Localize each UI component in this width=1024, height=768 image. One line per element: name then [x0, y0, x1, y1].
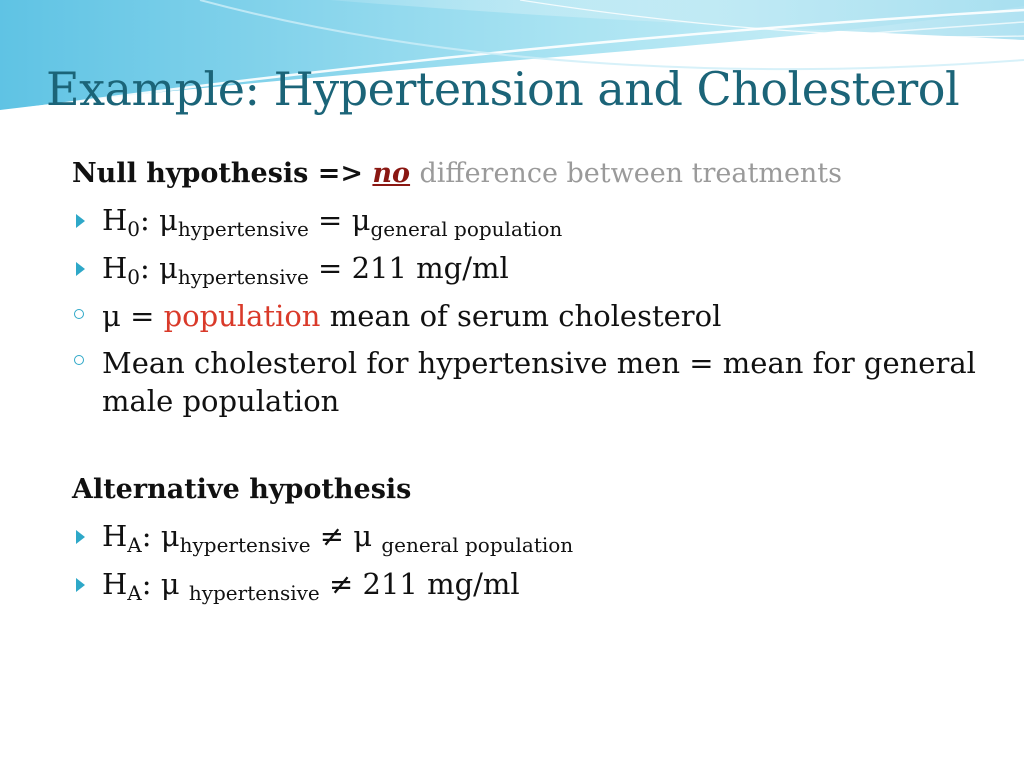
triangle-bullet-icon: [76, 578, 85, 592]
subbullet-pre: μ =: [102, 299, 155, 333]
alt-value: ≠ 211 mg/ml: [328, 567, 520, 601]
h0-subscript: 0: [127, 265, 141, 289]
mu-symbol: μ: [159, 251, 178, 285]
h0-symbol: H: [102, 251, 128, 285]
null-heading-rest: difference between treatments: [419, 158, 843, 189]
mu-subscript-general: general population: [370, 217, 563, 241]
ha-subscript: A: [127, 533, 142, 557]
subbullet-text: Mean cholesterol for hypertensive men = mean for general male population: [102, 346, 976, 418]
ha-subscript: A: [127, 581, 142, 605]
triangle-bullet-icon: [76, 262, 85, 276]
equals-sign: =: [318, 203, 343, 237]
alt-bullet-1: $H_A$: $\mu_{hypertensive} \ne \mu$ $_{general population}$: [72, 512, 992, 560]
null-value: = 211 mg/ml: [318, 251, 509, 285]
null-heading-no: no: [372, 158, 411, 189]
mu-subscript-hypertensive: hypertensive: [177, 217, 309, 241]
mu-subscript-hypertensive: hypertensive: [177, 265, 309, 289]
mu-symbol: μ: [160, 567, 180, 601]
mu-symbol: μ: [159, 203, 178, 237]
section-spacer: [72, 420, 992, 468]
circle-bullet-icon: [74, 355, 84, 365]
triangle-bullet-icon: [76, 214, 85, 228]
not-equal-sign: ≠: [319, 519, 345, 553]
alt-bullet-2: $H_A$: μ $_{hypertensive}$ ≠ 211 mg/ml: [72, 560, 992, 608]
h0-symbol: H: [102, 203, 128, 237]
triangle-bullet-icon: [76, 530, 85, 544]
null-subbullet-1: [72, 292, 992, 340]
mu-subscript-hypertensive: hypertensive: [179, 533, 311, 557]
mu-symbol: μ: [160, 519, 180, 553]
alternative-hypothesis-heading: Alternative hypothesis: [72, 474, 412, 505]
mu-symbol: μ: [353, 519, 373, 553]
null-bullet-1: $H_0$: $\mu_{hypertensive} = \mu_{general population}$: [72, 196, 992, 244]
circle-bullet-icon: [74, 309, 84, 319]
ha-symbol: H: [102, 567, 128, 601]
null-subbullet-2: [72, 340, 992, 420]
slide-content: [72, 152, 992, 608]
h0-subscript: 0: [127, 217, 141, 241]
ha-symbol: H: [102, 519, 128, 553]
mu-subscript-hypertensive: hypertensive: [188, 581, 320, 605]
mu-symbol: μ: [351, 203, 371, 237]
null-hypothesis-heading: [72, 152, 992, 196]
subbullet-post: mean of serum cholesterol: [329, 299, 722, 333]
null-bullet-2: $H_0$: $\mu_{hypertensive} = 211$ mg/ml: [72, 244, 992, 292]
null-heading-bold: Null hypothesis =>: [72, 158, 364, 189]
slide-title: Example: Hypertension and Cholesterol: [46, 62, 960, 116]
population-highlight: population: [163, 299, 321, 333]
mu-subscript-general: general population: [381, 533, 574, 557]
